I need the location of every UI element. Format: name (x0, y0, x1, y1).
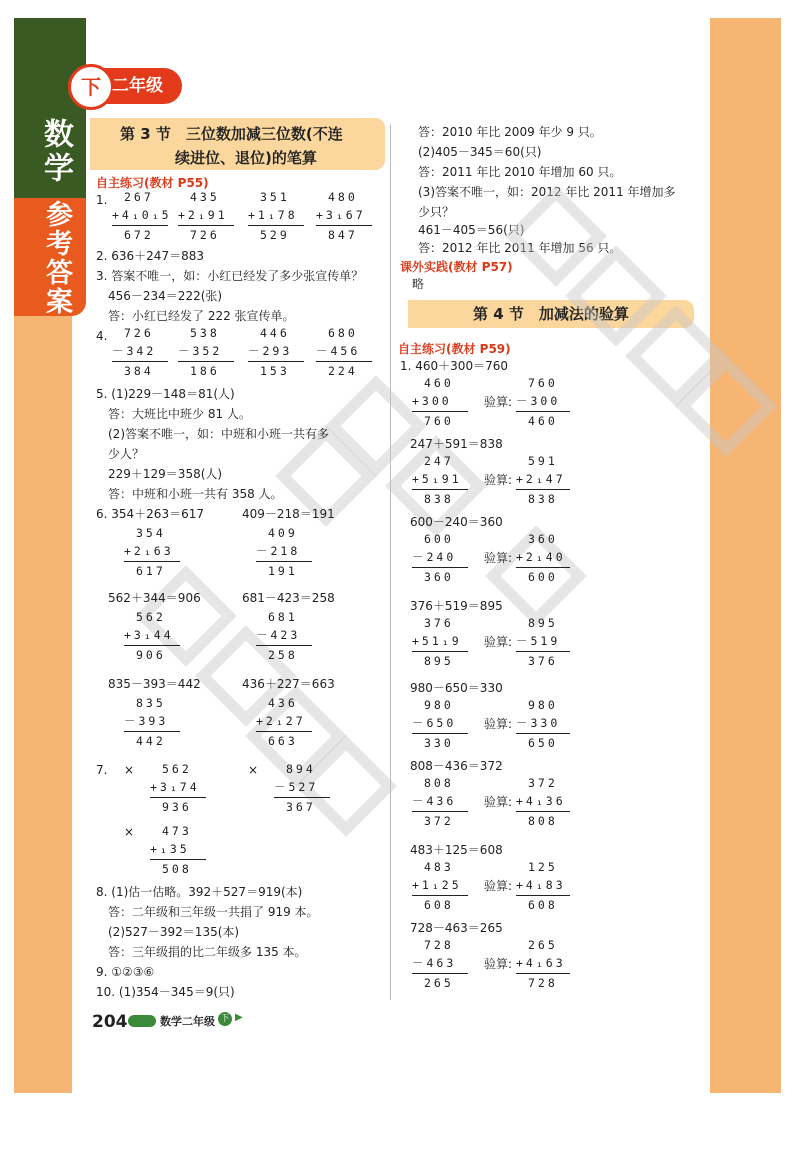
answer-line: 答：中班和小班一共有 358 人。 (108, 487, 283, 501)
vertical-calc-rule (516, 489, 570, 490)
calc-operand: －393 (124, 714, 169, 728)
calc-operand: －463 (412, 956, 457, 970)
calc-result: 265 (424, 976, 454, 990)
calc-operand: +51₁9 (412, 634, 462, 648)
calc-result: 384 (124, 364, 154, 378)
section3-title-line2: 续进位、退位)的笔算 (175, 149, 317, 167)
calc-operand: 728 (424, 938, 454, 952)
answer-line: 376＋519＝895 (410, 599, 503, 613)
page-number: 204 (92, 1012, 128, 1032)
calc-operand: －527 (274, 780, 319, 794)
calc-operand: 562 (136, 610, 166, 624)
calc-result: 330 (424, 736, 454, 750)
answer-line: 少只？ (418, 205, 455, 219)
semester-icon: 下 (218, 1012, 232, 1026)
footer-brand: 数学二年级 (160, 1015, 215, 1028)
answer-line: 562＋344＝906 (108, 591, 201, 605)
answer-line: 835－393＝442 (108, 677, 201, 691)
calc-result: 224 (328, 364, 358, 378)
vertical-calc-rule (412, 411, 468, 412)
calc-operand: +5₁91 (412, 472, 462, 486)
calc-operand: +4₁0₁5 (112, 208, 172, 222)
calc-operand: －293 (248, 344, 293, 358)
calc-result: 367 (286, 800, 316, 814)
calc-result: 906 (136, 648, 166, 662)
check-label: 验算: (484, 717, 513, 731)
section3-title (90, 118, 385, 170)
calc-operand: +300 (412, 394, 452, 408)
calc-result: 258 (268, 648, 298, 662)
vertical-calc-rule (412, 895, 468, 896)
calc-result: 847 (328, 228, 358, 242)
check-label: 验算: (484, 957, 513, 971)
right-orange-strip (710, 18, 781, 1093)
calc-operand: 895 (528, 616, 558, 630)
calc-operand: +2₁40 (516, 550, 566, 564)
vertical-calc-rule (412, 733, 468, 734)
calc-operand: +4₁83 (516, 878, 566, 892)
calc-operand: 760 (528, 376, 558, 390)
vertical-calc-rule (248, 361, 304, 362)
section4-title: 第 4 节 加减法的验算 (408, 300, 694, 328)
vertical-calc-rule (516, 567, 570, 568)
calc-result: 728 (528, 976, 558, 990)
calc-operand: 125 (528, 860, 558, 874)
calc-operand: 835 (136, 696, 166, 710)
grade-label: 二年级 (112, 76, 163, 96)
arrow-icon: ▶ (235, 1012, 243, 1023)
section3-title-line1: 第 3 节 三位数加减三位数(不连 (120, 125, 343, 143)
calc-result: 663 (268, 734, 298, 748)
calc-operand: 247 (424, 454, 454, 468)
calc-result: 936 (162, 800, 192, 814)
vertical-calc-rule (256, 645, 312, 646)
calc-result: 360 (424, 570, 454, 584)
calc-operand: +3₁44 (124, 628, 174, 642)
calc-operand: 980 (528, 698, 558, 712)
vertical-calc-rule (124, 561, 180, 562)
vertical-calc-rule (256, 561, 312, 562)
calc-operand: 446 (260, 326, 290, 340)
vertical-calc-rule (412, 973, 468, 974)
answer-line: 3. 答案不唯一，如：小红已经发了多少张宣传单？ (96, 269, 364, 283)
answer-line: 808－436＝372 (410, 759, 503, 773)
answer-line: (2)405－345＝60(只) (418, 145, 542, 159)
calc-operand: 562 (162, 762, 192, 776)
wrong-mark-icon: × (124, 825, 135, 839)
answer-line: 答：小红已经发了 222 张宣传单。 (108, 309, 295, 323)
answer-line: 9. ①②③⑥ (96, 965, 155, 979)
calc-result: 760 (424, 414, 454, 428)
answer-line: 8. (1)估一估略。392＋527＝919(本) (96, 885, 303, 899)
calc-result: 460 (528, 414, 558, 428)
vertical-calc-rule (412, 651, 468, 652)
calc-operand: +1₁25 (412, 878, 462, 892)
vertical-calc-rule (516, 733, 570, 734)
problem-number: 1. (96, 193, 108, 207)
check-label: 验算: (484, 395, 513, 409)
calc-operand: +3₁67 (316, 208, 366, 222)
calc-operand: +2₁47 (516, 472, 566, 486)
problem-number: 4. (96, 329, 108, 343)
calc-operand: +₁35 (150, 842, 190, 856)
calc-result: 442 (136, 734, 166, 748)
vertical-calc-rule (178, 225, 234, 226)
vertical-calc-rule (178, 361, 234, 362)
calc-operand: 591 (528, 454, 558, 468)
vertical-calc-rule (112, 361, 168, 362)
calc-operand: 376 (424, 616, 454, 630)
subject-label: 数学 (38, 118, 73, 186)
calc-operand: －300 (516, 394, 561, 408)
wrong-mark-icon: × (248, 763, 259, 777)
calc-operand: 894 (286, 762, 316, 776)
calc-operand: －519 (516, 634, 561, 648)
section4-practice-heading: 自主练习(教材 P59) (398, 342, 511, 356)
calc-result: 838 (424, 492, 454, 506)
calc-operand: 808 (424, 776, 454, 790)
answer-line: 436＋227＝663 (242, 677, 335, 691)
calc-result: 726 (190, 228, 220, 242)
calc-operand: 436 (268, 696, 298, 710)
vertical-calc-rule (516, 895, 570, 896)
vertical-calc-rule (124, 731, 180, 732)
answer-line: 247＋591＝838 (410, 437, 503, 451)
calc-result: 529 (260, 228, 290, 242)
vertical-calc-rule (124, 645, 180, 646)
calc-result: 672 (124, 228, 154, 242)
answer-line: 600－240＝360 (410, 515, 503, 529)
calc-result: 650 (528, 736, 558, 750)
calc-operand: 435 (190, 190, 220, 204)
vertical-calc-rule (256, 731, 312, 732)
answer-line: 728－463＝265 (410, 921, 503, 935)
vertical-calc-rule (516, 651, 570, 652)
vertical-calc-rule (412, 811, 468, 812)
answer-line: 483＋125＝608 (410, 843, 503, 857)
vertical-calc-rule (516, 973, 570, 974)
calc-result: 372 (424, 814, 454, 828)
vertical-calc-rule (150, 859, 206, 860)
calc-operand: +4₁36 (516, 794, 566, 808)
vertical-calc-rule (248, 225, 304, 226)
vertical-calc-rule (316, 225, 372, 226)
calc-operand: －342 (112, 344, 157, 358)
calc-operand: 265 (528, 938, 558, 952)
answer-line: 2. 636＋247＝883 (96, 249, 204, 263)
column-divider (390, 125, 391, 1000)
answer-line: 456－234＝222(张) (108, 289, 223, 303)
calc-result: 617 (136, 564, 166, 578)
check-label: 验算: (484, 551, 513, 565)
calc-result: 153 (260, 364, 290, 378)
calc-result: 508 (162, 862, 192, 876)
answer-line: 答：2010 年比 2009 年少 9 只。 (418, 125, 602, 139)
answer-line: 略 (412, 277, 425, 291)
calc-operand: －330 (516, 716, 561, 730)
calc-operand: +2₁63 (124, 544, 174, 558)
calc-operand: －650 (412, 716, 457, 730)
calc-result: 191 (268, 564, 298, 578)
answer-line: 答：三年级捐的比二年级多 135 本。 (108, 945, 307, 959)
calc-operand: 351 (260, 190, 290, 204)
answer-line: 答：2011 年比 2010 年增加 60 只。 (418, 165, 622, 179)
check-label: 验算: (484, 879, 513, 893)
calc-operand: 460 (424, 376, 454, 390)
calc-operand: +2₁27 (256, 714, 306, 728)
calc-operand: 681 (268, 610, 298, 624)
calc-result: 600 (528, 570, 558, 584)
calc-operand: 473 (162, 824, 192, 838)
answer-line: 5. (1)229－148＝81(人) (96, 387, 235, 401)
answer-line: 681－423＝258 (242, 591, 335, 605)
section3-practice-heading: 自主练习(教材 P55) (96, 176, 209, 190)
answer-line: (2)527－392＝135(本) (108, 925, 240, 939)
calc-operand: 480 (328, 190, 358, 204)
calc-operand: 267 (124, 190, 154, 204)
vertical-calc-rule (150, 797, 206, 798)
wrong-mark-icon: × (124, 763, 135, 777)
calc-operand: 483 (424, 860, 454, 874)
calc-operand: 360 (528, 532, 558, 546)
answer-line: 答：大班比中班少 81 人。 (108, 407, 251, 421)
answer-line: 6. 354＋263＝617 (96, 507, 204, 521)
calc-operand: －218 (256, 544, 301, 558)
calc-result: 808 (528, 814, 558, 828)
check-label: 验算: (484, 473, 513, 487)
calc-result: 608 (424, 898, 454, 912)
calc-operand: 372 (528, 776, 558, 790)
calc-result: 376 (528, 654, 558, 668)
problem-number: 7. (96, 763, 108, 777)
vertical-calc-rule (112, 225, 168, 226)
answer-line: (3)答案不唯一，如：2012 年比 2011 年增加多 (418, 185, 676, 199)
calc-operand: 538 (190, 326, 220, 340)
calc-operand: 680 (328, 326, 358, 340)
answer-line: 980－650＝330 (410, 681, 503, 695)
calc-operand: 409 (268, 526, 298, 540)
calc-result: 186 (190, 364, 220, 378)
answer-line: 229＋129＝358(人) (108, 467, 223, 481)
answer-line: 1. 460＋300＝760 (400, 359, 508, 373)
calc-operand: －423 (256, 628, 301, 642)
answer-line: 少人？ (108, 447, 145, 461)
vertical-calc-rule (516, 411, 570, 412)
answer-line: 461－405＝56(只) (418, 223, 525, 237)
answer-line: 答：二年级和三年级一共捐了 919 本。 (108, 905, 319, 919)
vertical-calc-rule (412, 567, 468, 568)
calc-operand: +2₁91 (178, 208, 228, 222)
calc-operand: +4₁63 (516, 956, 566, 970)
calc-operand: 600 (424, 532, 454, 546)
answer-line: 409－218＝191 (242, 507, 335, 521)
calc-operand: －352 (178, 344, 223, 358)
brand-logo (128, 1015, 156, 1027)
calc-operand: +3₁74 (150, 780, 200, 794)
vertical-calc-rule (316, 361, 372, 362)
answer-label: 参考答案 (41, 200, 72, 316)
calc-operand: －436 (412, 794, 457, 808)
check-label: 验算: (484, 795, 513, 809)
calc-result: 608 (528, 898, 558, 912)
calc-operand: －456 (316, 344, 361, 358)
grade-semester-icon: 下 (68, 64, 114, 110)
check-label: 验算: (484, 635, 513, 649)
calc-result: 895 (424, 654, 454, 668)
calc-operand: +1₁78 (248, 208, 298, 222)
calc-operand: 354 (136, 526, 166, 540)
answer-line: 答：2012 年比 2011 年增加 56 只。 (418, 241, 622, 255)
vertical-calc-rule (274, 797, 330, 798)
vertical-calc-rule (516, 811, 570, 812)
vertical-calc-rule (412, 489, 468, 490)
extracurricular-heading: 课外实践(教材 P57) (400, 260, 513, 274)
calc-operand: 980 (424, 698, 454, 712)
answer-line: (2)答案不唯一，如：中班和小班一共有多 (108, 427, 329, 441)
calc-operand: 726 (124, 326, 154, 340)
calc-result: 838 (528, 492, 558, 506)
answer-line: 10. (1)354－345＝9(只) (96, 985, 235, 999)
calc-operand: －240 (412, 550, 457, 564)
